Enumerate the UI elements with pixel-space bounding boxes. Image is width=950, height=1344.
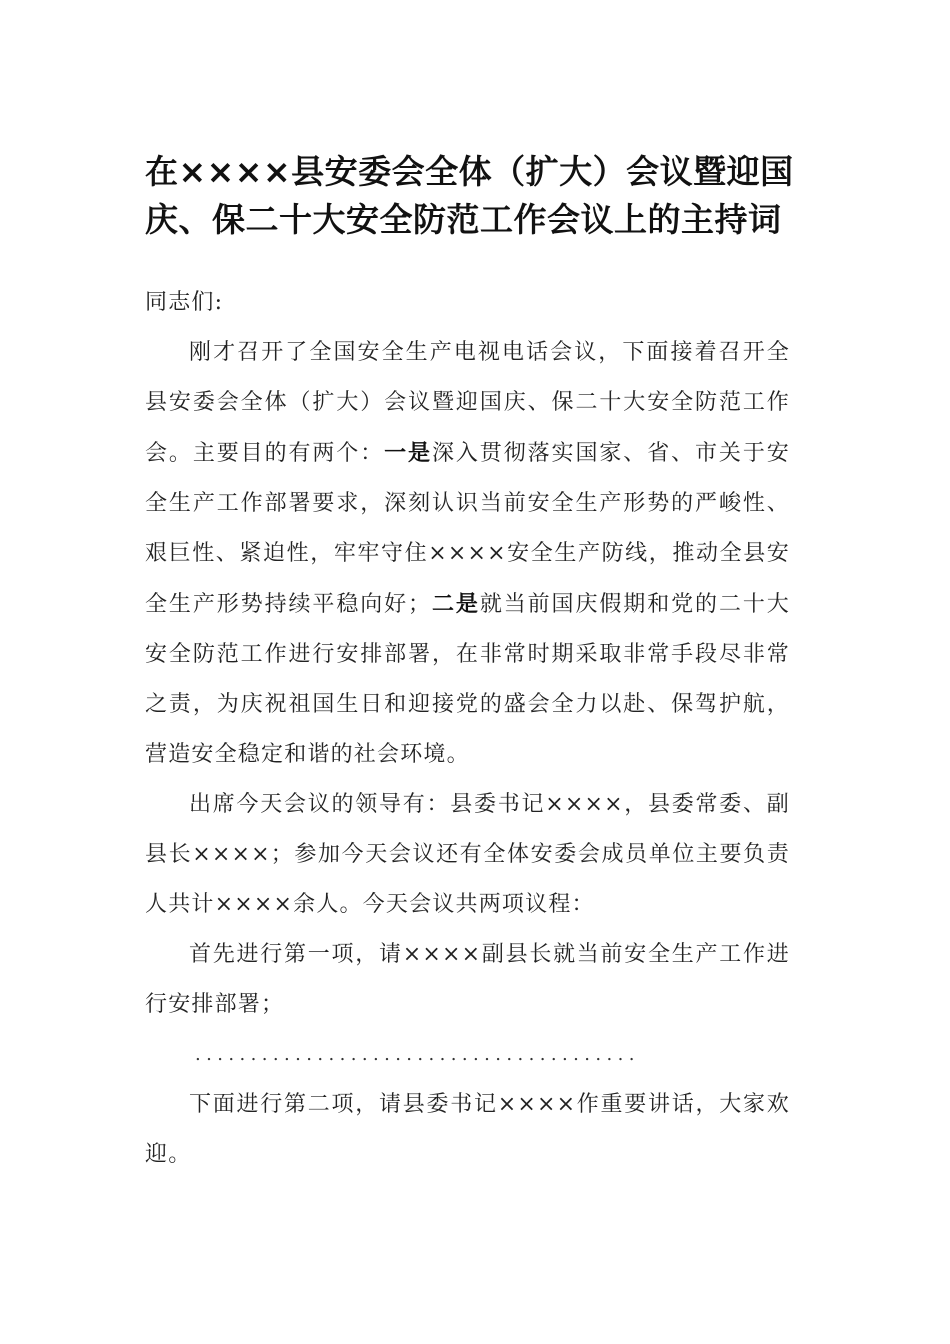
ellipsis-separator: ........................................ bbox=[195, 1044, 640, 1065]
paragraph-agenda-item-1: 首先进行第一项，请××××副县长就当前安全生产工作进行安排部署； bbox=[145, 942, 790, 1017]
paragraph-purpose bbox=[145, 328, 790, 780]
title-line-2: 庆、保二十大安全防范工作会议上的主持词 bbox=[145, 200, 782, 239]
document-title bbox=[145, 148, 810, 244]
point-two-text: 就当前国庆假期和党的二十大安全防范工作进行安排部署，在非常时期采取非常手段尽非常之责，为庆祝祖国生日和迎接党的盛会全力以赴、保驾护航，营造安全稳定和谐的社会环境。 bbox=[145, 592, 790, 767]
paragraph-agenda-item-2: 下面进行第二项，请县委书记××××作重要讲话，大家欢迎。 bbox=[145, 1092, 790, 1167]
salutation: 同志们: bbox=[145, 290, 224, 315]
paragraph-purpose-intro: 刚才召开了全国安全生产电视电话会议，下面接着召开全县安委会全体（扩大）会议暨迎国庆、保二十大安全防范工作会。主要目的有两个： bbox=[145, 340, 790, 466]
point-two-label: 二是 bbox=[431, 591, 480, 617]
title-line-1: 在××××县安委会全体（扩大）会议暨迎国 bbox=[145, 152, 794, 191]
point-one-label: 一是 bbox=[384, 440, 432, 466]
document-body bbox=[145, 278, 790, 1180]
point-one-text: 深入贯彻落实国家、省、市关于安全生产工作部署要求，深刻认识当前安全生产形势的严峻性、艰巨性、紧迫性，牢牢守住××××安全生产防线，推动全县安全生产形势持续平稳向好； bbox=[145, 441, 790, 617]
paragraph-attendees: 出席今天会议的领导有：县委书记××××，县委常委、副县长××××；参加今天会议还有全体安委会成员单位主要负责人共计××××余人。今天会议共两项议程： bbox=[145, 792, 790, 917]
